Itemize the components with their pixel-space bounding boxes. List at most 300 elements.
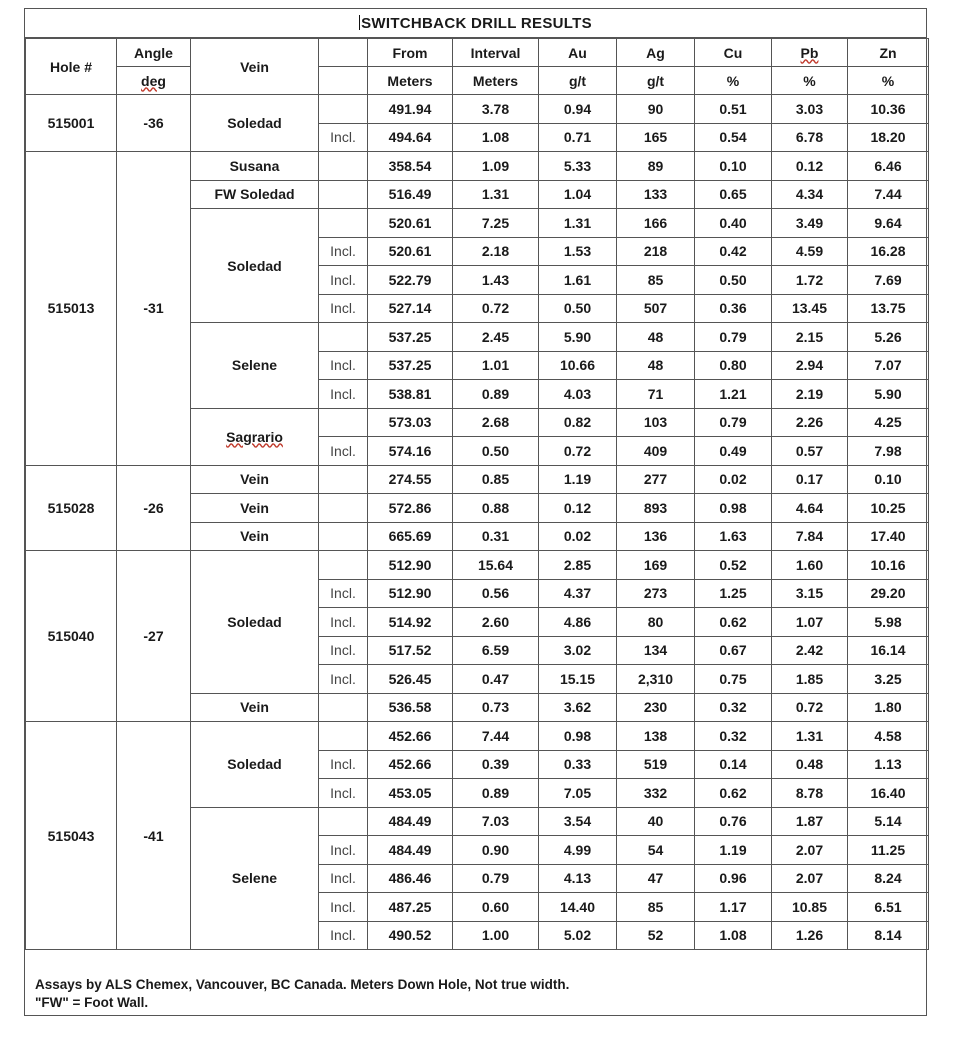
interval-cell: 0.85 bbox=[453, 465, 539, 494]
ag-cell: 2,310 bbox=[617, 665, 695, 694]
hole-id-cell: 515040 bbox=[26, 551, 117, 722]
vein-cell bbox=[191, 494, 319, 523]
vein-cell bbox=[191, 807, 319, 950]
from-cell: 494.64 bbox=[368, 123, 453, 152]
interval-cell: 2.45 bbox=[453, 323, 539, 352]
vein-name: Soledad bbox=[227, 257, 282, 274]
cu-cell: 1.19 bbox=[695, 836, 772, 865]
vein-name: FW Soledad bbox=[214, 186, 295, 203]
interval-cell: 0.89 bbox=[453, 779, 539, 808]
pb-cell: 10.85 bbox=[772, 893, 848, 922]
au-cell: 3.62 bbox=[539, 693, 617, 722]
header-pb-bottom: % bbox=[772, 67, 848, 95]
ag-cell: 48 bbox=[617, 323, 695, 352]
interval-cell: 1.43 bbox=[453, 266, 539, 295]
incl-cell bbox=[319, 180, 368, 209]
ag-cell: 166 bbox=[617, 209, 695, 238]
au-cell: 0.98 bbox=[539, 722, 617, 751]
zn-cell: 3.25 bbox=[848, 665, 929, 694]
interval-cell: 0.47 bbox=[453, 665, 539, 694]
interval-cell: 0.79 bbox=[453, 864, 539, 893]
from-cell: 491.94 bbox=[368, 95, 453, 124]
zn-cell: 5.90 bbox=[848, 380, 929, 409]
zn-cell: 10.16 bbox=[848, 551, 929, 580]
zn-cell: 17.40 bbox=[848, 522, 929, 551]
vein-name: Vein bbox=[240, 499, 269, 516]
vein-cell bbox=[191, 209, 319, 323]
header-angle-bottom bbox=[117, 67, 191, 95]
pb-cell: 3.03 bbox=[772, 95, 848, 124]
pb-cell: 0.72 bbox=[772, 693, 848, 722]
interval-cell: 0.31 bbox=[453, 522, 539, 551]
au-cell: 4.37 bbox=[539, 579, 617, 608]
cu-cell: 0.49 bbox=[695, 437, 772, 466]
cu-cell: 1.63 bbox=[695, 522, 772, 551]
interval-cell: 15.64 bbox=[453, 551, 539, 580]
incl-cell bbox=[319, 323, 368, 352]
au-cell: 2.85 bbox=[539, 551, 617, 580]
pb-cell: 1.85 bbox=[772, 665, 848, 694]
from-cell: 453.05 bbox=[368, 779, 453, 808]
vein-cell bbox=[191, 693, 319, 722]
from-cell: 487.25 bbox=[368, 893, 453, 922]
ag-cell: 89 bbox=[617, 152, 695, 181]
vein-cell bbox=[191, 551, 319, 694]
au-cell: 0.50 bbox=[539, 294, 617, 323]
drill-results-sheet bbox=[24, 8, 927, 1016]
footnote-assays: Assays by ALS Chemex, Vancouver, BC Canada. Meters Down Hole, Not true width. bbox=[35, 977, 570, 992]
from-cell: 484.49 bbox=[368, 807, 453, 836]
cu-cell: 0.98 bbox=[695, 494, 772, 523]
cu-cell: 1.21 bbox=[695, 380, 772, 409]
pb-cell: 2.94 bbox=[772, 351, 848, 380]
au-cell: 1.53 bbox=[539, 237, 617, 266]
footnote-fw: "FW" = Foot Wall. bbox=[35, 995, 149, 1010]
hole-id-cell: 515028 bbox=[26, 465, 117, 551]
table-row bbox=[26, 551, 929, 580]
angle-cell: -27 bbox=[117, 551, 191, 722]
hole-id-cell: 515043 bbox=[26, 722, 117, 950]
pb-cell: 0.12 bbox=[772, 152, 848, 181]
zn-cell: 5.98 bbox=[848, 608, 929, 637]
au-cell: 10.66 bbox=[539, 351, 617, 380]
vein-name: Vein bbox=[240, 528, 269, 545]
ag-cell: 230 bbox=[617, 693, 695, 722]
header-zn-top: Zn bbox=[848, 39, 929, 67]
au-cell: 4.86 bbox=[539, 608, 617, 637]
incl-cell: Incl. bbox=[319, 351, 368, 380]
vein-name: Susana bbox=[229, 157, 280, 174]
zn-cell: 7.69 bbox=[848, 266, 929, 295]
angle-cell: -41 bbox=[117, 722, 191, 950]
header-from-top: From bbox=[368, 39, 453, 67]
pb-cell: 2.42 bbox=[772, 636, 848, 665]
pb-cell: 7.84 bbox=[772, 522, 848, 551]
cu-cell: 1.08 bbox=[695, 921, 772, 950]
cu-cell: 0.79 bbox=[695, 408, 772, 437]
incl-cell: Incl. bbox=[319, 294, 368, 323]
zn-cell: 18.20 bbox=[848, 123, 929, 152]
header-row-bottom bbox=[26, 67, 929, 95]
zn-cell: 9.64 bbox=[848, 209, 929, 238]
vein-cell bbox=[191, 323, 319, 409]
pb-cell: 1.72 bbox=[772, 266, 848, 295]
from-cell: 452.66 bbox=[368, 722, 453, 751]
au-cell: 0.02 bbox=[539, 522, 617, 551]
ag-cell: 133 bbox=[617, 180, 695, 209]
header-from-bottom: Meters bbox=[368, 67, 453, 95]
from-cell: 486.46 bbox=[368, 864, 453, 893]
vein-cell bbox=[191, 522, 319, 551]
cu-cell: 0.42 bbox=[695, 237, 772, 266]
table-row bbox=[26, 95, 929, 124]
pb-cell: 3.49 bbox=[772, 209, 848, 238]
interval-cell: 7.25 bbox=[453, 209, 539, 238]
footnotes bbox=[35, 976, 569, 1012]
header-angle-bottom-text: deg bbox=[141, 72, 166, 89]
interval-cell: 1.01 bbox=[453, 351, 539, 380]
zn-cell: 6.46 bbox=[848, 152, 929, 181]
cu-cell: 0.65 bbox=[695, 180, 772, 209]
from-cell: 527.14 bbox=[368, 294, 453, 323]
pb-cell: 2.07 bbox=[772, 836, 848, 865]
from-cell: 512.90 bbox=[368, 551, 453, 580]
au-cell: 15.15 bbox=[539, 665, 617, 694]
ag-cell: 277 bbox=[617, 465, 695, 494]
ag-cell: 134 bbox=[617, 636, 695, 665]
zn-cell: 1.13 bbox=[848, 750, 929, 779]
vein-name: Soledad bbox=[227, 756, 282, 773]
vein-name: Selene bbox=[231, 357, 278, 374]
au-cell: 0.94 bbox=[539, 95, 617, 124]
header-ag-bottom: g/t bbox=[617, 67, 695, 95]
ag-cell: 52 bbox=[617, 921, 695, 950]
au-cell: 14.40 bbox=[539, 893, 617, 922]
header-interval-bottom: Meters bbox=[453, 67, 539, 95]
table-row bbox=[26, 152, 929, 181]
zn-cell: 5.26 bbox=[848, 323, 929, 352]
zn-cell: 11.25 bbox=[848, 836, 929, 865]
cu-cell: 0.40 bbox=[695, 209, 772, 238]
zn-cell: 7.07 bbox=[848, 351, 929, 380]
pb-cell: 0.48 bbox=[772, 750, 848, 779]
pb-cell: 2.19 bbox=[772, 380, 848, 409]
cu-cell: 0.76 bbox=[695, 807, 772, 836]
zn-cell: 10.25 bbox=[848, 494, 929, 523]
from-cell: 665.69 bbox=[368, 522, 453, 551]
ag-cell: 54 bbox=[617, 836, 695, 865]
header-cu-top: Cu bbox=[695, 39, 772, 67]
interval-cell: 3.78 bbox=[453, 95, 539, 124]
ag-cell: 90 bbox=[617, 95, 695, 124]
interval-cell: 1.08 bbox=[453, 123, 539, 152]
incl-cell bbox=[319, 551, 368, 580]
header-pb-top-text: Pb bbox=[800, 44, 819, 61]
vein-cell bbox=[191, 95, 319, 152]
vein-name: Soledad bbox=[227, 115, 282, 131]
pb-cell: 13.45 bbox=[772, 294, 848, 323]
vein-name: Soledad bbox=[227, 613, 282, 630]
from-cell: 452.66 bbox=[368, 750, 453, 779]
from-cell: 512.90 bbox=[368, 579, 453, 608]
incl-cell bbox=[319, 693, 368, 722]
incl-cell: Incl. bbox=[319, 123, 368, 152]
incl-cell: Incl. bbox=[319, 864, 368, 893]
au-cell: 3.54 bbox=[539, 807, 617, 836]
au-cell: 1.31 bbox=[539, 209, 617, 238]
header-row-top bbox=[26, 39, 929, 67]
vein-cell bbox=[191, 180, 319, 209]
zn-cell: 0.10 bbox=[848, 465, 929, 494]
from-cell: 358.54 bbox=[368, 152, 453, 181]
ag-cell: 71 bbox=[617, 380, 695, 409]
hole-id-cell: 515013 bbox=[26, 152, 117, 466]
ag-cell: 169 bbox=[617, 551, 695, 580]
zn-cell: 8.24 bbox=[848, 864, 929, 893]
vein-cell bbox=[191, 408, 319, 465]
au-cell: 5.90 bbox=[539, 323, 617, 352]
cu-cell: 0.80 bbox=[695, 351, 772, 380]
cu-cell: 0.10 bbox=[695, 152, 772, 181]
pb-cell: 6.78 bbox=[772, 123, 848, 152]
from-cell: 484.49 bbox=[368, 836, 453, 865]
drill-results-table bbox=[25, 38, 929, 950]
header-zn-bottom: % bbox=[848, 67, 929, 95]
ag-cell: 893 bbox=[617, 494, 695, 523]
interval-cell: 1.00 bbox=[453, 921, 539, 950]
cu-cell: 0.32 bbox=[695, 693, 772, 722]
cu-cell: 0.96 bbox=[695, 864, 772, 893]
cu-cell: 1.25 bbox=[695, 579, 772, 608]
interval-cell: 0.50 bbox=[453, 437, 539, 466]
zn-cell: 16.40 bbox=[848, 779, 929, 808]
pb-cell: 1.60 bbox=[772, 551, 848, 580]
au-cell: 3.02 bbox=[539, 636, 617, 665]
header-incl-bottom bbox=[319, 67, 368, 95]
cu-cell: 0.32 bbox=[695, 722, 772, 751]
cu-cell: 0.67 bbox=[695, 636, 772, 665]
ag-cell: 47 bbox=[617, 864, 695, 893]
au-cell: 4.03 bbox=[539, 380, 617, 409]
ag-cell: 136 bbox=[617, 522, 695, 551]
zn-cell: 16.14 bbox=[848, 636, 929, 665]
pb-cell: 0.57 bbox=[772, 437, 848, 466]
from-cell: 520.61 bbox=[368, 237, 453, 266]
zn-cell: 13.75 bbox=[848, 294, 929, 323]
ag-cell: 48 bbox=[617, 351, 695, 380]
pb-cell: 1.31 bbox=[772, 722, 848, 751]
zn-cell: 10.36 bbox=[848, 95, 929, 124]
zn-cell: 16.28 bbox=[848, 237, 929, 266]
zn-cell: 1.80 bbox=[848, 693, 929, 722]
text-cursor bbox=[359, 15, 360, 30]
au-cell: 0.71 bbox=[539, 123, 617, 152]
interval-cell: 0.72 bbox=[453, 294, 539, 323]
zn-cell: 4.25 bbox=[848, 408, 929, 437]
from-cell: 517.52 bbox=[368, 636, 453, 665]
au-cell: 1.19 bbox=[539, 465, 617, 494]
from-cell: 537.25 bbox=[368, 323, 453, 352]
ag-cell: 332 bbox=[617, 779, 695, 808]
incl-cell: Incl. bbox=[319, 665, 368, 694]
header-au-bottom: g/t bbox=[539, 67, 617, 95]
incl-cell: Incl. bbox=[319, 921, 368, 950]
interval-cell: 7.03 bbox=[453, 807, 539, 836]
cu-cell: 0.54 bbox=[695, 123, 772, 152]
vein-name: Vein bbox=[240, 699, 269, 716]
incl-cell bbox=[319, 209, 368, 238]
incl-cell: Incl. bbox=[319, 380, 368, 409]
from-cell: 536.58 bbox=[368, 693, 453, 722]
title-text: SWITCHBACK DRILL RESULTS bbox=[361, 15, 592, 32]
incl-cell bbox=[319, 408, 368, 437]
pb-cell: 8.78 bbox=[772, 779, 848, 808]
pb-cell: 4.64 bbox=[772, 494, 848, 523]
cu-cell: 0.62 bbox=[695, 608, 772, 637]
incl-cell bbox=[319, 722, 368, 751]
incl-cell: Incl. bbox=[319, 608, 368, 637]
incl-cell bbox=[319, 152, 368, 181]
interval-cell: 0.39 bbox=[453, 750, 539, 779]
au-cell: 1.61 bbox=[539, 266, 617, 295]
header-cu-bottom: % bbox=[695, 67, 772, 95]
vein-cell bbox=[191, 152, 319, 181]
cu-cell: 0.62 bbox=[695, 779, 772, 808]
from-cell: 573.03 bbox=[368, 408, 453, 437]
incl-cell: Incl. bbox=[319, 579, 368, 608]
header-vein: Vein bbox=[191, 39, 319, 95]
ag-cell: 519 bbox=[617, 750, 695, 779]
zn-cell: 29.20 bbox=[848, 579, 929, 608]
zn-cell: 8.14 bbox=[848, 921, 929, 950]
vein-name: Vein bbox=[240, 471, 269, 488]
header-ag-top: Ag bbox=[617, 39, 695, 67]
cu-cell: 0.50 bbox=[695, 266, 772, 295]
pb-cell: 1.26 bbox=[772, 921, 848, 950]
from-cell: 572.86 bbox=[368, 494, 453, 523]
header-pb-top bbox=[772, 39, 848, 67]
pb-cell: 4.59 bbox=[772, 237, 848, 266]
ag-cell: 80 bbox=[617, 608, 695, 637]
header-hole: Hole # bbox=[26, 39, 117, 95]
cu-cell: 0.51 bbox=[695, 95, 772, 124]
incl-cell: Incl. bbox=[319, 237, 368, 266]
interval-cell: 6.59 bbox=[453, 636, 539, 665]
pb-cell: 2.26 bbox=[772, 408, 848, 437]
interval-cell: 7.44 bbox=[453, 722, 539, 751]
au-cell: 0.33 bbox=[539, 750, 617, 779]
au-cell: 5.02 bbox=[539, 921, 617, 950]
pb-cell: 2.15 bbox=[772, 323, 848, 352]
incl-cell bbox=[319, 522, 368, 551]
ag-cell: 85 bbox=[617, 893, 695, 922]
pb-cell: 3.15 bbox=[772, 579, 848, 608]
ag-cell: 218 bbox=[617, 237, 695, 266]
interval-cell: 1.31 bbox=[453, 180, 539, 209]
vein-name: Sagrario bbox=[226, 428, 283, 445]
au-cell: 7.05 bbox=[539, 779, 617, 808]
incl-cell: Incl. bbox=[319, 266, 368, 295]
interval-cell: 0.89 bbox=[453, 380, 539, 409]
cu-cell: 1.17 bbox=[695, 893, 772, 922]
ag-cell: 138 bbox=[617, 722, 695, 751]
from-cell: 537.25 bbox=[368, 351, 453, 380]
header-incl-top bbox=[319, 39, 368, 67]
ag-cell: 165 bbox=[617, 123, 695, 152]
interval-cell: 1.09 bbox=[453, 152, 539, 181]
from-cell: 274.55 bbox=[368, 465, 453, 494]
ag-cell: 273 bbox=[617, 579, 695, 608]
vein-name: Selene bbox=[231, 870, 278, 887]
header-angle-top: Angle bbox=[117, 39, 191, 67]
table-row bbox=[26, 465, 929, 494]
interval-cell: 2.60 bbox=[453, 608, 539, 637]
incl-cell: Incl. bbox=[319, 893, 368, 922]
interval-cell: 0.60 bbox=[453, 893, 539, 922]
cu-cell: 0.75 bbox=[695, 665, 772, 694]
pb-cell: 2.07 bbox=[772, 864, 848, 893]
from-cell: 516.49 bbox=[368, 180, 453, 209]
header-au-top: Au bbox=[539, 39, 617, 67]
cu-cell: 0.52 bbox=[695, 551, 772, 580]
incl-cell: Incl. bbox=[319, 836, 368, 865]
ag-cell: 40 bbox=[617, 807, 695, 836]
au-cell: 0.12 bbox=[539, 494, 617, 523]
incl-cell: Incl. bbox=[319, 437, 368, 466]
from-cell: 574.16 bbox=[368, 437, 453, 466]
pb-cell: 0.17 bbox=[772, 465, 848, 494]
from-cell: 520.61 bbox=[368, 209, 453, 238]
zn-cell: 5.14 bbox=[848, 807, 929, 836]
interval-cell: 2.68 bbox=[453, 408, 539, 437]
interval-cell: 0.56 bbox=[453, 579, 539, 608]
angle-cell: -36 bbox=[117, 95, 191, 152]
vein-cell bbox=[191, 465, 319, 494]
interval-cell: 2.18 bbox=[453, 237, 539, 266]
zn-cell: 6.51 bbox=[848, 893, 929, 922]
hole-id-cell: 515001 bbox=[26, 95, 117, 152]
table-title bbox=[25, 9, 926, 38]
au-cell: 0.72 bbox=[539, 437, 617, 466]
ag-cell: 85 bbox=[617, 266, 695, 295]
header-interval-top: Interval bbox=[453, 39, 539, 67]
au-cell: 4.99 bbox=[539, 836, 617, 865]
au-cell: 1.04 bbox=[539, 180, 617, 209]
au-cell: 4.13 bbox=[539, 864, 617, 893]
incl-cell bbox=[319, 95, 368, 124]
pb-cell: 1.87 bbox=[772, 807, 848, 836]
zn-cell: 7.98 bbox=[848, 437, 929, 466]
results-body bbox=[26, 95, 929, 950]
ag-cell: 103 bbox=[617, 408, 695, 437]
cu-cell: 0.36 bbox=[695, 294, 772, 323]
incl-cell bbox=[319, 807, 368, 836]
incl-cell: Incl. bbox=[319, 779, 368, 808]
au-cell: 5.33 bbox=[539, 152, 617, 181]
from-cell: 538.81 bbox=[368, 380, 453, 409]
incl-cell bbox=[319, 465, 368, 494]
pb-cell: 1.07 bbox=[772, 608, 848, 637]
angle-cell: -26 bbox=[117, 465, 191, 551]
cu-cell: 0.79 bbox=[695, 323, 772, 352]
from-cell: 522.79 bbox=[368, 266, 453, 295]
zn-cell: 7.44 bbox=[848, 180, 929, 209]
pb-cell: 4.34 bbox=[772, 180, 848, 209]
from-cell: 490.52 bbox=[368, 921, 453, 950]
au-cell: 0.82 bbox=[539, 408, 617, 437]
cu-cell: 0.02 bbox=[695, 465, 772, 494]
from-cell: 526.45 bbox=[368, 665, 453, 694]
